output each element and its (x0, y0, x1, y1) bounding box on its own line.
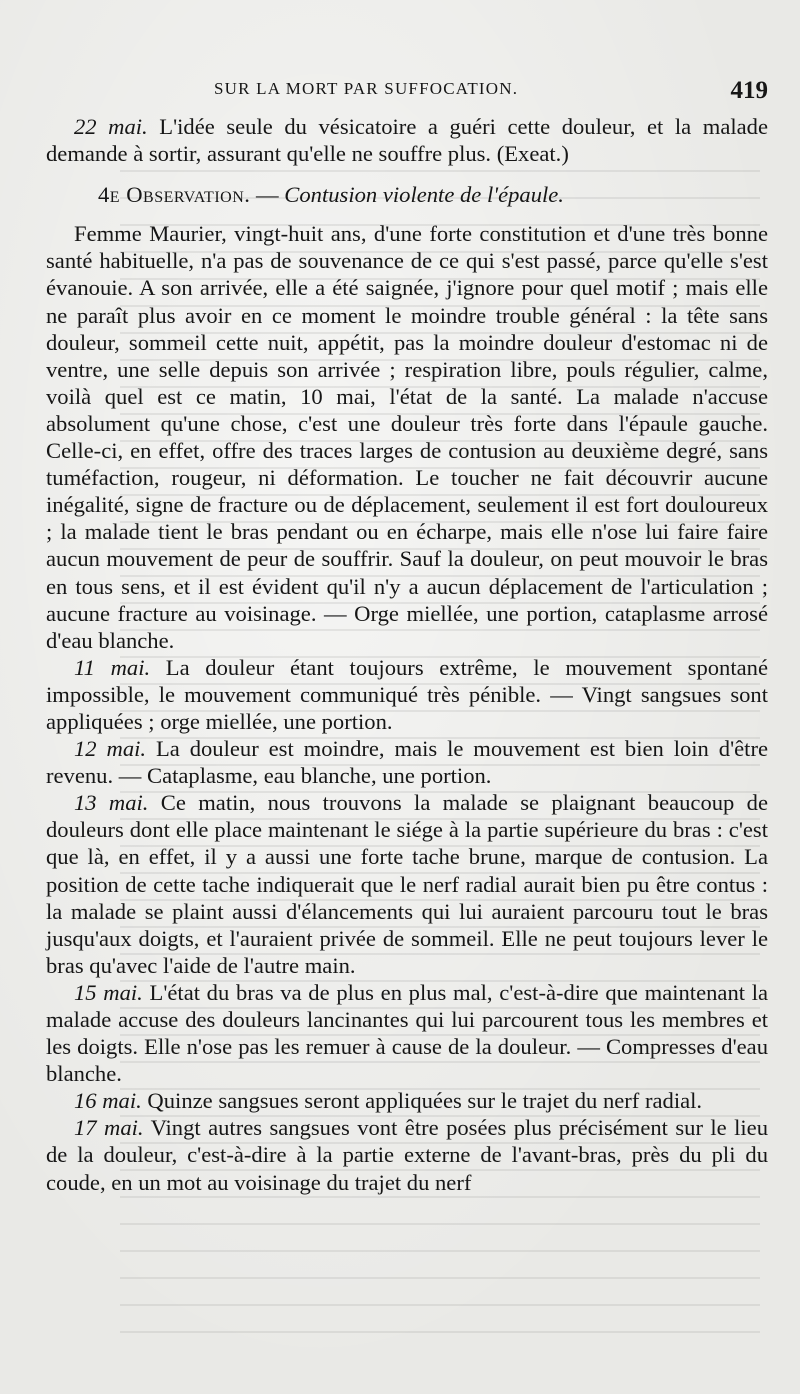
entry-date: 17 mai. (74, 1115, 144, 1141)
observation-heading (46, 181, 768, 208)
paragraph-16-mai (46, 1087, 768, 1114)
paragraph-text: Vingt autres sangsues vont être posées plus précisément sur le lieu de la douleur, c'est-à-dire à la partie externe de l'avant-bras, près du pli du coude, en un mot au voisinage du trajet du nerf (46, 1115, 769, 1195)
paragraph-text: La douleur étant toujours extrême, le mouvement spontané impossible, le mouvement communiqué très pénible. — Vingt sangsues sont appliquées ; orge miellée, une portion. (46, 654, 768, 734)
paragraph-text: L'état du bras va de plus en plus mal, c'est-à-dire que maintenant la malade accuse des douleurs lancinantes qui lui parcourent tous les membres et les doigts. Elle n'ose pas les remuer à cause de la douleur. — Compresses d'eau blanche. (46, 979, 769, 1087)
paragraph-15-mai (46, 979, 768, 1087)
paragraph-text: Quinze sangsues seront appliquées sur le trajet du nerf radial. (141, 1088, 703, 1114)
entry-date: 11 mai. (74, 654, 151, 680)
paragraph-12-mai (46, 735, 768, 789)
running-title: SUR LA MORT PAR SUFFOCATION. (214, 79, 519, 98)
paragraph-text: L'idée seule du vésicatoire a guéri cette douleur, et la malade demande à sortir, assurant qu'elle ne souffre plus. (Exeat.) (46, 114, 769, 167)
paragraph-13-mai (46, 789, 768, 979)
paragraph-22-mai (46, 113, 768, 167)
paragraph-text: La douleur est moindre, mais le mouvement est bien loin d'être revenu. — Cataplasme, eau blanche, une portion. (46, 736, 768, 789)
observation-label: 4e Observation. (98, 182, 251, 208)
entry-date: 13 mai. (74, 790, 149, 816)
running-header (46, 77, 768, 107)
entry-date: 22 mai. (74, 114, 148, 139)
heading-separator: — (250, 182, 285, 208)
entry-date: 16 mai. (74, 1088, 142, 1114)
page-number: 419 (730, 77, 768, 104)
paragraph-11-mai (46, 654, 768, 735)
observation-title: Contusion violente de l'épaule. (284, 182, 564, 208)
paragraph-case-description (46, 220, 768, 654)
entry-date: 12 mai. (74, 736, 147, 762)
body-text (46, 113, 768, 1196)
paragraph-text: Femme Maurier, vingt-huit ans, d'une forte constitution et d'une très bonne santé habituelle, n'a pas de souvenance de ce qui s'est passé, parce qu'elle s'est évanouie. A son arrivée, elle a été saignée, j'ignore pour quel motif ; mais elle ne paraît plus avoir en ce moment le moindre trouble général : la tête sans douleur, sommeil cette nuit, appétit, pas la moindre douleur d'estomac ni de ventre, une selle depuis son arrivée ; respiration libre, pouls régulier, calme, voilà quel est ce matin, 10 mai, l'état de la santé. La malade n'accuse absolument qu'une chose, c'est une douleur très forte dans l'épaule gauche. Celle-ci, en effet, offre des traces larges de contusion au deuxième degré, sans tuméfaction, rougeur, ni déformation. Le toucher ne fait découvrir aucune inégalité, signe de fracture ou de déplacement, seulement il est fort douloureux ; la malade tient le bras pendant ou en écharpe, mais elle n'ose lui faire faire aucun mouvement de peur de souffrir. Sauf la douleur, on peut mouvoir le bras en tous sens, et il est évident qu'il n'y a aucun déplacement de l'articulation ; aucune fracture au voisinage. — Orge miellée, une portion, cataplasme arrosé d'eau blanche. (46, 221, 768, 653)
entry-date: 15 mai. (74, 979, 143, 1005)
paragraph-text: Ce matin, nous trouvons la malade se plaignant beaucoup de douleurs dont elle place maintenant le siége à la partie supérieure du bras : c'est que là, en effet, il y a aussi une forte tache brune, marque de contusion. La position de cette tache indiquerait que le nerf radial aurait bien pu être contus : la malade se plaint aussi d'élancements qui lui auraient parcouru tout le bras jusqu'aux doigts, et l'auraient privée de sommeil. Elle ne peut toujours lever le bras qu'avec l'aide de l'autre main. (46, 790, 769, 978)
paragraph-17-mai (46, 1114, 768, 1195)
